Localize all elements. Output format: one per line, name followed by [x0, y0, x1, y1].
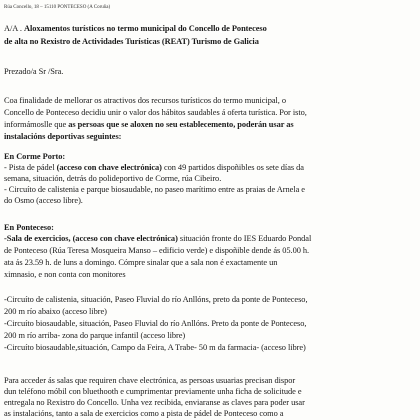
ponteceso-line-2: de Ponteceso (Rúa Teresa Mosqueira Manso – edificio verde) e dispoñible dende ás 05.00 h. [4, 246, 310, 255]
corme-line-1-plain: - Pista de pádel [4, 163, 57, 172]
corme-line-4: do Osmo (acceso libre). [4, 196, 83, 205]
intro-line-3 [4, 119, 294, 130]
circuit-line-2: 200 m río abaixo (acceso libre) [4, 307, 107, 316]
letterhead-address: Rúa Concello, 18 – 15110 PONTECESO (A Coruña) [4, 5, 111, 10]
ponteceso-line-1-rest: situación fronte do IES Eduardo Pondal [177, 234, 312, 243]
corme-line-3: - Circuíto de calistenia e parque biosaudable, no paseo marítimo entre as praias de Arnela e [4, 185, 305, 194]
addressee-title: Aloxamentos turísticos no termo municipal do Concello de Ponteceso [23, 24, 267, 33]
ponteceso-heading-text: En Ponteceso: [4, 223, 54, 232]
circuit-line-5: -Circuíto biosaudable,situación, Campo da Feira, A Trabe- 50 m da farmacia- (acceso libre) [4, 343, 306, 352]
ponteceso-line-1-bold: -Sala de exercicios, (acceso con chave electrónica) [4, 234, 178, 243]
circuit-line-4: 200 m río arriba- zona do parque infantil (acceso libre) [4, 331, 186, 340]
addressee-prefix: A/A . [4, 24, 22, 33]
corme-line-1-bold: (acceso con chave electrónica) [56, 163, 162, 172]
corme-heading-text: En Corme Porto: [4, 152, 66, 161]
closing-line-4: as instalacións, tanto a sala de exercicios como a pista de pádel de Ponteceso como a [4, 409, 284, 418]
intro-line-2: Concello de Ponteceso decidiu unir o valor dos hábitos saudables á oferta turística. Por isto, [4, 108, 307, 117]
ponteceso-line-1 [4, 233, 311, 244]
closing-line-2: dun teléfono móbil con bluethooth e cumprimentar previamente unha ficha de solicitude e [4, 387, 302, 396]
corme-line-2: semana, situación, detrás do polideportivo de Corme, rúa Cibeiro. [4, 174, 222, 183]
intro-line-4 [4, 131, 121, 142]
circuit-line-1: -Circuíto de calistenia, situación, Paseo Fluvial do río Anllóns, preto da ponte de Ponteceso, [4, 295, 308, 304]
ponteceso-line-3: ata ás 23.59 h. de luns a domingo. Cómpre sinalar que a sala non é exactamente un [4, 258, 278, 267]
addressee-line-1 [4, 23, 267, 34]
corme-line-1 [4, 162, 304, 173]
intro-line-1: Coa finalidade de mellorar os atractivos dos recursos turísticos do termo municipal, o [4, 96, 287, 105]
intro-line-3-bold: as persoas que se aloxen no seu establecemento, poderán usar as [68, 120, 294, 129]
addressee-line-2 [4, 36, 259, 47]
closing-line-1: Para acceder ás salas que requiren chave electrónica, as persoas usuarias precisan dispor [4, 376, 296, 385]
closing-line-3: entregala no Rexistro do Concello. Unha vez recibida, enviaranse as claves para poder usar [4, 398, 305, 407]
ponteceso-heading [4, 222, 54, 233]
corme-heading [4, 151, 65, 162]
intro-line-3-plain: informámoslle que [4, 120, 69, 129]
ponteceso-line-4: ximnasio, e non conta con monitores [4, 270, 126, 279]
greeting: Prezado/a Sr /Sra. [4, 67, 64, 76]
corme-line-1-rest: con 49 partidos dispoñibles os sete días da [161, 163, 304, 172]
circuit-line-3: -Circuíto biosaudable, situación, Paseo Fluvial do río Anllóns. Preto da ponte de Ponteceso, [4, 319, 307, 328]
addressee-subtitle: de alta no Rexistro de Actividades Turísticas (REAT) Turismo de Galicia [4, 37, 259, 46]
intro-line-4-bold: instalacións deportivas seguintes: [4, 132, 122, 141]
